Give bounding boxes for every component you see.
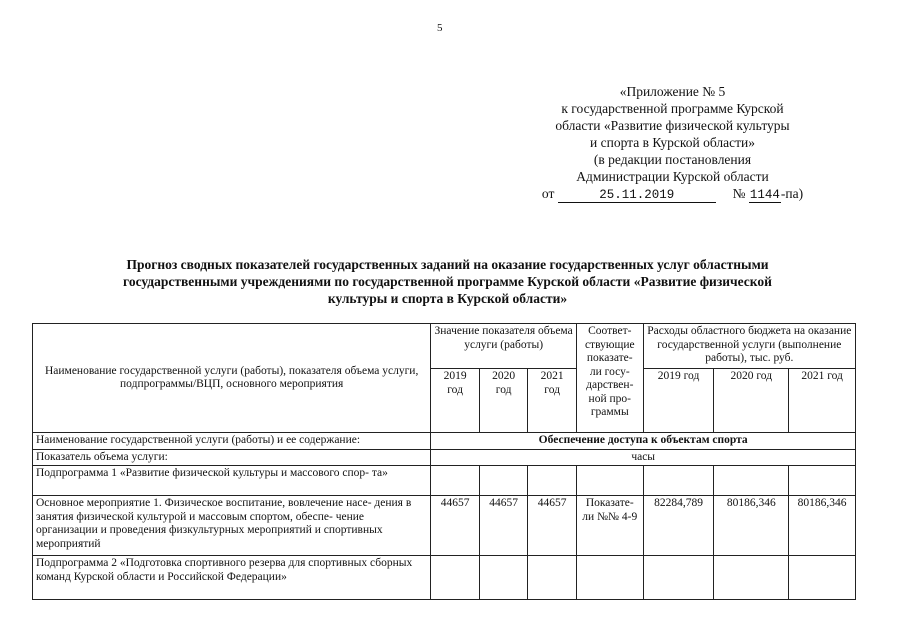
row-e2020: 80186,346 — [714, 496, 789, 556]
row-v2019 — [431, 466, 480, 496]
forecast-table — [32, 323, 856, 600]
indicator-label: Показатель объема услуги: — [33, 449, 431, 466]
appendix-line: Администрации Курской области — [576, 169, 769, 184]
number-suffix: -па) — [780, 186, 804, 201]
header-expense-year-2021: 2021 год — [789, 369, 856, 433]
date-prefix: от — [541, 186, 555, 201]
row-e2020 — [714, 466, 789, 496]
header-name-column: Наименование государственной услуги (работы), показателя объема услуги, подпрограммы/ВЦП, основного мероприятия — [33, 324, 431, 433]
row-v2021 — [528, 466, 577, 496]
row-v2020: 44657 — [479, 496, 528, 556]
header-year-2020: 2020 год — [479, 369, 528, 433]
appendix-block — [520, 83, 825, 203]
row-v2019: 44657 — [431, 496, 480, 556]
indicator-row — [33, 449, 856, 466]
decree-date-line — [520, 185, 825, 203]
row-match: Показате- ли №№ 4-9 — [576, 496, 643, 556]
header-expenses-group: Расходы областного бюджета на оказание государственной услуги (выполнение работы), тыс. руб. — [643, 324, 855, 369]
appendix-line: к государственной программе Курской — [561, 101, 784, 116]
row-v2021 — [528, 556, 577, 600]
appendix-line: области «Развитие физической культуры — [555, 118, 790, 133]
title-line: государственными учреждениями по государственной программе Курской области «Развитие физической — [123, 274, 772, 289]
row-e2021 — [789, 466, 856, 496]
header-volume-group: Значение показателя объема услуги (работы) — [431, 324, 577, 369]
appendix-line: и спорта в Курской области» — [590, 135, 755, 150]
header-expense-year-2020: 2020 год — [714, 369, 789, 433]
header-matching-indicators: Соответ- ствующие показате- ли госу- дарствен- ной про- граммы — [576, 324, 643, 433]
service-row — [33, 433, 856, 450]
document-title — [40, 256, 855, 307]
table-row — [33, 466, 856, 496]
row-e2020 — [714, 556, 789, 600]
appendix-line: (в редакции постановления — [593, 152, 752, 167]
title-line: культуры и спорта в Курской области» — [327, 291, 568, 306]
decree-number: 1144 — [749, 188, 780, 202]
row-name: Подпрограмма 1 «Развитие физической культуры и массового спор- та» — [33, 466, 431, 496]
decree-date: 25.11.2019 — [558, 188, 716, 203]
service-label: Наименование государственной услуги (работы) и ее содержание: — [33, 433, 431, 450]
title-line: Прогноз сводных показателей государственных заданий на оказание государственных услуг областными — [126, 257, 769, 272]
service-value: Обеспечение доступа к объектам спорта — [431, 433, 856, 450]
row-v2020 — [479, 556, 528, 600]
appendix-line: «Приложение № 5 — [619, 84, 726, 99]
number-prefix: № — [732, 186, 746, 201]
row-e2019: 82284,789 — [643, 496, 714, 556]
row-match — [576, 466, 643, 496]
header-year-2021: 2021 год — [528, 369, 577, 433]
table-row — [33, 496, 856, 556]
row-v2021: 44657 — [528, 496, 577, 556]
row-v2019 — [431, 556, 480, 600]
row-v2020 — [479, 466, 528, 496]
row-e2019 — [643, 466, 714, 496]
row-match — [576, 556, 643, 600]
row-name: Подпрограмма 2 «Подготовка спортивного резерва для спортивных сборных команд Курской области и Российской Федерации» — [33, 556, 431, 600]
header-expense-year-2019: 2019 год — [643, 369, 714, 433]
indicator-value: часы — [431, 449, 856, 466]
row-e2021 — [789, 556, 856, 600]
table-row — [33, 556, 856, 600]
row-e2021: 80186,346 — [789, 496, 856, 556]
header-year-2019: 2019 год — [431, 369, 480, 433]
row-e2019 — [643, 556, 714, 600]
page-number: 5 — [437, 22, 443, 34]
row-name: Основное мероприятие 1. Физическое воспитание, вовлечение насе- дения в занятия физической культурой и массовым спортом, обеспе- чение организации и проведения физкультурных мероприятий и спортивных мероприятий — [33, 496, 431, 556]
